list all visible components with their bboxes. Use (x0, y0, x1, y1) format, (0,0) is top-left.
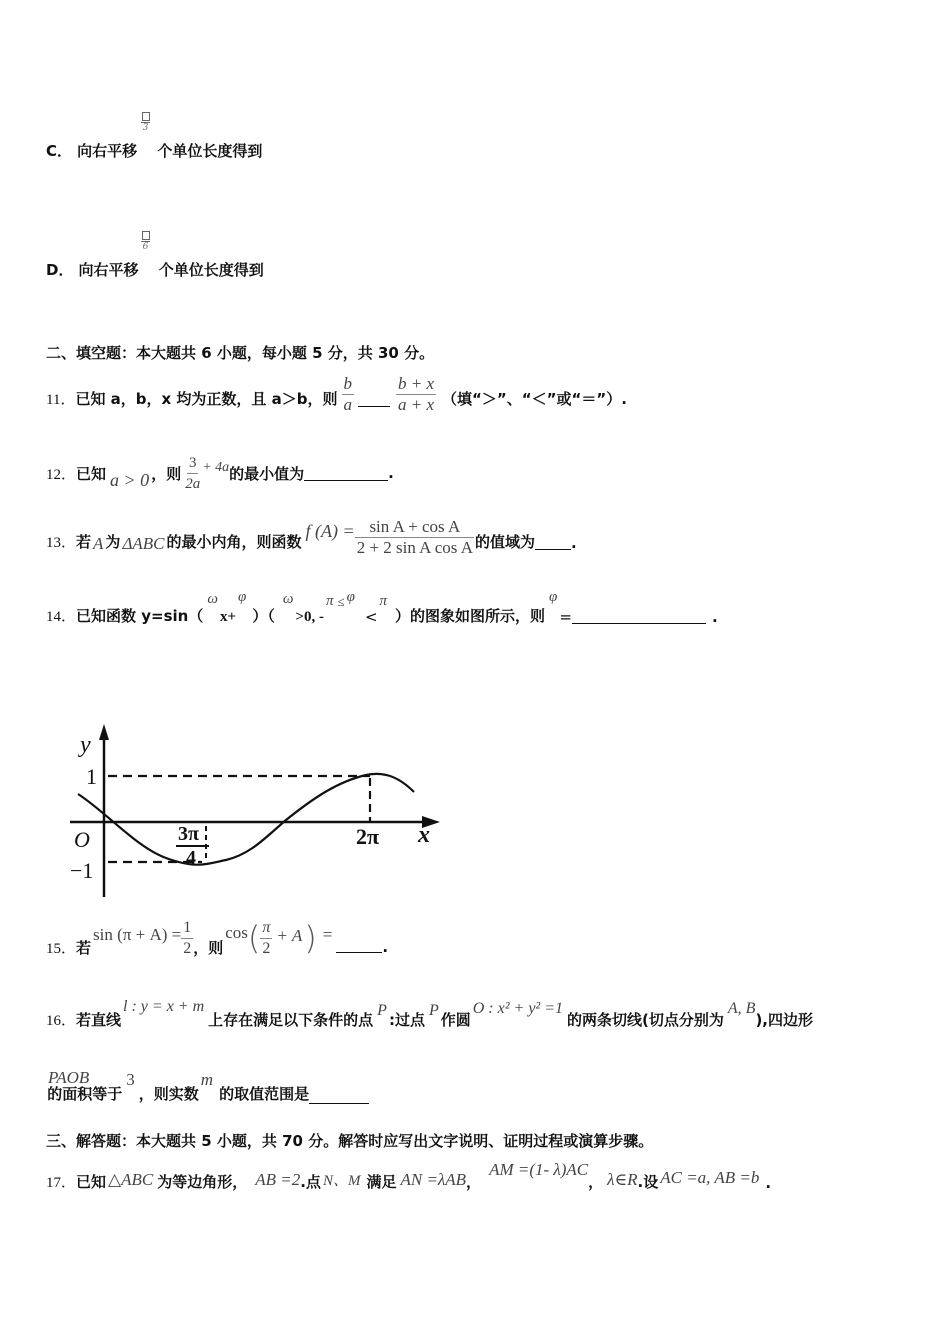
section-heading-solutions: 三、解答题：本大题共 5 小题，共 70 分。解答时应写出文字说明、证明过程或演算步骤。 (46, 1132, 654, 1150)
question-number: 14． (46, 609, 77, 625)
question-number: 16． (46, 1013, 77, 1029)
option-letter: D． (46, 261, 74, 279)
option-text-before: 向右平移 (77, 142, 138, 160)
function-fraction: $\frac{\text{sin A + cos A}}{\text{2 + 2 sin A cos A}}$ (356, 517, 474, 557)
svg-text:x: x (418, 822, 430, 848)
option-text-before: 向右平移 (78, 261, 139, 279)
option-letter: C． (46, 142, 73, 160)
sine-graph (66, 722, 446, 898)
answer-blank[interactable] (336, 938, 382, 953)
svg-text:2π: 2π (356, 824, 380, 849)
option-d-fraction: 6 (141, 231, 150, 252)
answer-blank[interactable] (572, 609, 706, 624)
section-heading-fill-in: 二、填空题：本大题共 6 小题，每小题 5 分，共 30 分。 (46, 344, 435, 362)
answer-blank[interactable] (535, 535, 571, 550)
option-text-after: 个单位长度得到 (158, 261, 264, 279)
question-number: 12． (46, 466, 77, 483)
option-text-after: 个单位长度得到 (157, 142, 263, 160)
question-17: 17． 已知 △ABC 为等边角形， AB =2 .点 N、M 满足 AN =λAB ， AM =(1- λ)AC ， λ∈R .设 AC =a, AB =b . (46, 1160, 772, 1192)
question-12: 12． 已知 a > 0 ，则 $\frac{3}{2a}$ + 4a 的最小值为 . (46, 454, 394, 492)
fraction-3-over-2a: $\frac{3}{2a}$ (185, 454, 201, 492)
question-13: 13． 若 A 为 ΔABC 的最小内角，则函数 f (A) = $\frac{\text{sin A + cos A}}{\text{2 + 2 sin A cos A}}$ 的值域为 . (46, 517, 577, 557)
question-text: 已知 a，b，x 均为正数，且 a＞b，则 (75, 390, 338, 408)
svg-text:4: 4 (186, 847, 196, 869)
option-c (46, 140, 262, 161)
svg-text:1: 1 (86, 764, 97, 789)
answer-blank[interactable] (309, 1089, 369, 1104)
fraction-bx-over-ax: $\frac{b + x}{a + x}$ (398, 374, 435, 414)
question-number: 17． (46, 1175, 77, 1191)
svg-text:−1: −1 (70, 858, 94, 883)
missing-glyph-icon (142, 112, 150, 121)
fraction-b-over-a: $\frac{b}{a}$ (343, 374, 353, 414)
answer-blank[interactable] (304, 466, 388, 481)
option-c-fraction: 3 (141, 112, 150, 133)
question-14: 14． 已知函数 y=sin（ ω x+ φ ）（ ω >0, - π ≤ φ < π ）的图象如图所示，则 φ = . (46, 589, 718, 626)
question-15: 15． 若 sin (π + A) = $\frac{1}{2}$ ，则 cos ( $\frac{\pi}{2}$ + A ) = . (46, 918, 389, 957)
svg-text:O: O (74, 827, 90, 852)
answer-blank[interactable] (358, 392, 390, 407)
svg-text:y: y (80, 732, 91, 758)
condition: a > 0 (110, 469, 150, 490)
svg-text:3π: 3π (178, 823, 199, 845)
question-16: 16． 若直线 l : y = x + m 上存在满足以下条件的点 P :过点 P 作圆 O : x² + y² =1 的两条切线(切点分别为 A, B ),四边形 (46, 998, 813, 1029)
option-d (46, 259, 264, 280)
missing-glyph-icon (142, 231, 150, 240)
question-number: 15． (46, 940, 77, 957)
question-16-continued: PAOB 的面积等于 3 ，则实数 m 的取值范围是 (48, 1068, 369, 1104)
function-name: f (A) = (305, 521, 355, 541)
question-11 (46, 365, 627, 415)
sine-curve-figure (66, 722, 446, 898)
question-number: 13． (46, 535, 77, 551)
question-number: 11． (46, 392, 76, 408)
question-hint: （填“＞”、“＜”或“＝”）. (442, 390, 627, 408)
